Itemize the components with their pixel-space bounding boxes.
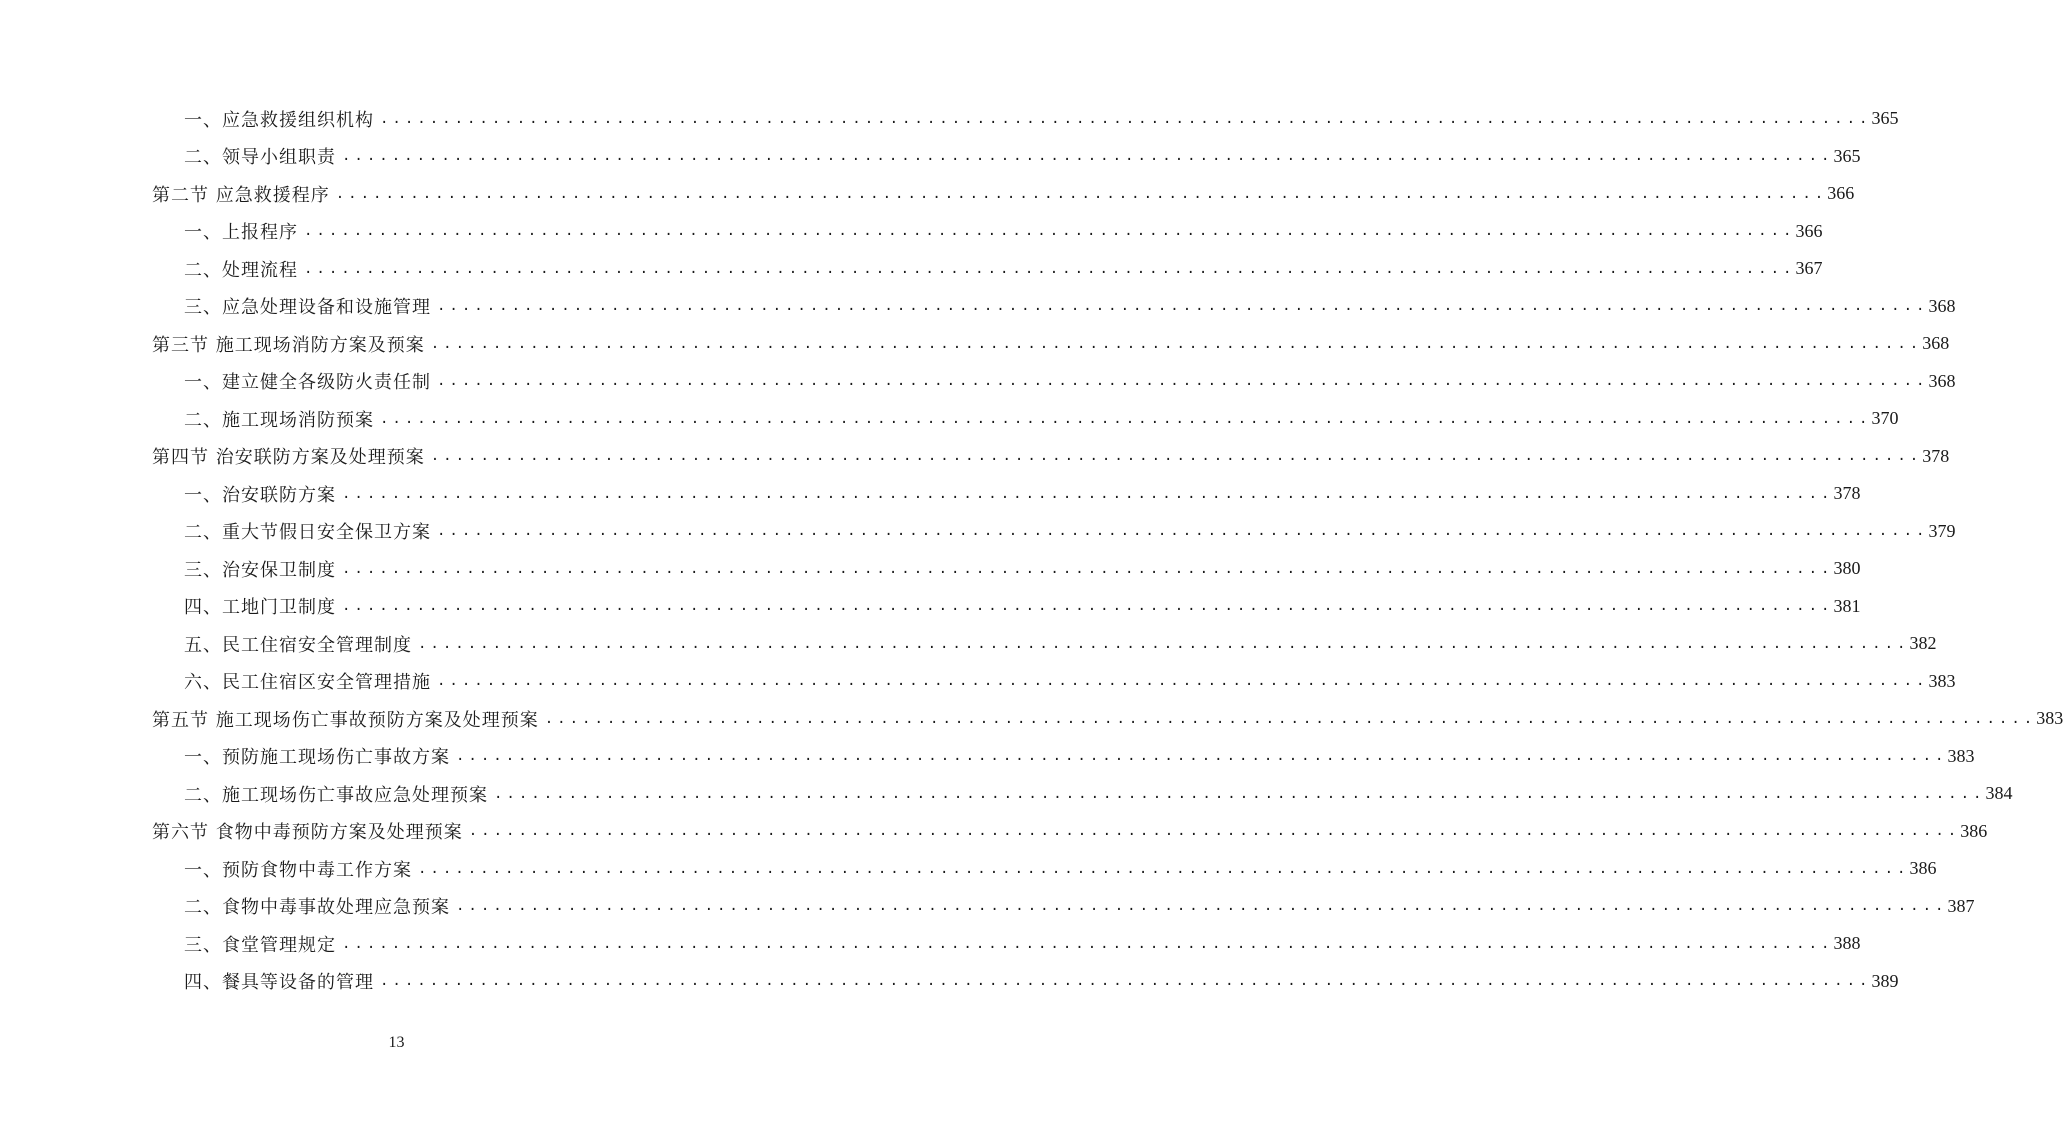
toc-subsection-entry[interactable] (0, 925, 1861, 963)
toc-entry-prefix: 二、 (184, 147, 222, 169)
dot-leader: ........................................................................................................................ (304, 223, 1796, 240)
toc-entry-page: 365 (1833, 145, 1861, 166)
toc-entry-page: 389 (1871, 970, 1899, 991)
toc-entry-prefix: 第二节 (152, 184, 216, 206)
toc-entry-prefix: 一、 (184, 859, 222, 881)
dot-leader: ........................................................................................................................ (468, 823, 1961, 840)
toc-entry-label (184, 406, 376, 432)
toc-entry-prefix: 二、 (184, 522, 222, 544)
dot-leader: ........................................................................................................................ (437, 298, 1929, 315)
toc-entry-label (184, 518, 433, 544)
toc-entry-prefix: 一、 (184, 222, 222, 244)
toc-entry-label (184, 143, 338, 169)
dot-leader: ........................................................................................................................ (342, 148, 1834, 165)
toc-section-entry[interactable] (0, 813, 1988, 851)
toc-entry-title: 预防食物中毒工作方案 (222, 859, 412, 881)
toc-entry-label (184, 556, 338, 582)
dot-leader: ........................................................................................................................ (342, 935, 1834, 952)
toc-entry-prefix: 二、 (184, 259, 222, 281)
toc-entry-page: 367 (1795, 258, 1823, 279)
toc-entry-label (184, 256, 300, 282)
toc-entry-prefix: 三、 (184, 559, 222, 581)
toc-subsection-entry[interactable] (0, 850, 1937, 888)
toc-entry-label (184, 893, 452, 919)
toc-entry-title: 重大节假日安全保卫方案 (222, 522, 431, 544)
toc-entry-label (184, 593, 338, 619)
toc-entry-page: 368 (1922, 333, 1950, 354)
dot-leader: ........................................................................................................................ (430, 448, 1923, 465)
toc-subsection-entry[interactable] (0, 588, 1861, 626)
toc-entry-page: 366 (1827, 183, 1855, 204)
toc-entry-prefix: 第三节 (152, 334, 216, 356)
dot-leader: ........................................................................................................................ (418, 635, 1910, 652)
toc-entry-page: 382 (1909, 633, 1937, 654)
toc-entry-title: 上报程序 (222, 222, 298, 244)
toc-entry-label (184, 668, 433, 694)
dot-leader: ........................................................................................................................ (437, 373, 1929, 390)
toc-entry-title: 施工现场消防预案 (222, 409, 374, 431)
toc-subsection-entry[interactable] (0, 625, 1937, 663)
toc-entry-page: 378 (1922, 445, 1950, 466)
toc-entry-prefix: 第六节 (152, 822, 216, 844)
dot-leader: ........................................................................................................................ (380, 110, 1872, 127)
toc-entry-title: 应急处理设备和设施管理 (222, 297, 431, 319)
toc-entry-title: 建立健全各级防火责任制 (222, 372, 431, 394)
toc-entry-label (152, 818, 465, 844)
toc-entry-prefix: 四、 (184, 597, 222, 619)
toc-subsection-entry[interactable] (0, 663, 1956, 701)
toc-entry-prefix: 四、 (184, 972, 222, 994)
toc-entry-title: 工地门卫制度 (222, 597, 336, 619)
dot-leader: ........................................................................................................................ (544, 710, 2037, 727)
toc-entry-label (184, 481, 338, 507)
toc-subsection-entry[interactable] (0, 138, 1861, 176)
toc-entry-page: 378 (1833, 483, 1861, 504)
toc-entry-label (152, 181, 332, 207)
toc-section-entry[interactable] (0, 175, 1855, 213)
toc-entry-prefix: 三、 (184, 297, 222, 319)
toc-entry-title: 食物中毒预防方案及处理预案 (215, 822, 463, 844)
toc-entry-title: 预防施工现场伤亡事故方案 (222, 747, 450, 769)
toc-entry-title: 民工住宿区安全管理措施 (222, 672, 431, 694)
toc-entry-page: 365 (1871, 108, 1899, 129)
toc-entry-label (184, 218, 300, 244)
toc-entry-title: 领导小组职责 (222, 147, 336, 169)
toc-entry-page: 384 (1985, 783, 2013, 804)
toc-entry-title: 施工现场消防方案及预案 (215, 334, 425, 356)
dot-leader: ........................................................................................................................ (380, 973, 1872, 990)
toc-entry-page: 383 (1947, 745, 1975, 766)
table-of-contents (0, 100, 2063, 1000)
toc-subsection-entry[interactable] (0, 888, 1975, 926)
toc-entry-page: 383 (1928, 670, 1956, 691)
toc-entry-prefix: 六、 (184, 672, 222, 694)
toc-entry-prefix: 二、 (184, 409, 222, 431)
dot-leader: ........................................................................................................................ (430, 335, 1923, 352)
toc-entry-title: 处理流程 (222, 259, 298, 281)
dot-leader: ........................................................................................................................ (494, 785, 1986, 802)
toc-entry-title: 民工住宿安全管理制度 (222, 634, 412, 656)
toc-entry-prefix: 一、 (184, 747, 222, 769)
toc-section-entry[interactable] (0, 700, 2063, 738)
dot-leader: ........................................................................................................................ (342, 598, 1834, 615)
toc-subsection-entry[interactable] (0, 100, 1899, 138)
toc-subsection-entry[interactable] (0, 400, 1899, 438)
toc-entry-title: 应急救援组织机构 (222, 109, 374, 131)
toc-entry-prefix: 二、 (184, 784, 222, 806)
dot-leader: ........................................................................................................................ (437, 673, 1929, 690)
toc-subsection-entry[interactable] (0, 288, 1956, 326)
dot-leader: ........................................................................................................................ (342, 485, 1834, 502)
dot-leader: ........................................................................................................................ (437, 523, 1929, 540)
page-number: 13 (388, 1034, 405, 1051)
toc-entry-page: 379 (1928, 520, 1956, 541)
toc-entry-label (184, 106, 376, 132)
toc-entry-page: 383 (2036, 708, 2063, 729)
toc-entry-prefix: 二、 (184, 897, 222, 919)
toc-entry-page: 370 (1871, 408, 1899, 429)
toc-entry-page: 380 (1833, 558, 1861, 579)
toc-entry-label (184, 368, 433, 394)
toc-entry-prefix: 五、 (184, 634, 222, 656)
toc-entry-prefix: 一、 (184, 109, 222, 131)
toc-entry-label (184, 856, 414, 882)
toc-entry-page: 386 (1909, 858, 1937, 879)
toc-subsection-entry[interactable] (0, 475, 1861, 513)
toc-entry-page: 387 (1947, 895, 1975, 916)
toc-subsection-entry[interactable] (0, 963, 1899, 1001)
toc-section-entry[interactable] (0, 325, 1950, 363)
toc-entry-label (184, 293, 433, 319)
toc-entry-label (152, 443, 427, 469)
dot-leader: ........................................................................................................................ (304, 260, 1796, 277)
toc-entry-page: 366 (1795, 220, 1823, 241)
toc-entry-page: 388 (1833, 933, 1861, 954)
toc-entry-title: 治安保卫制度 (222, 559, 336, 581)
toc-entry-label (184, 931, 338, 957)
toc-entry-prefix: 一、 (184, 484, 222, 506)
toc-entry-prefix: 第四节 (152, 447, 216, 469)
dot-leader: ........................................................................................................................ (456, 898, 1948, 915)
toc-subsection-entry[interactable] (0, 363, 1956, 401)
toc-entry-title: 食物中毒事故处理应急预案 (222, 897, 450, 919)
toc-subsection-entry[interactable] (0, 513, 1956, 551)
toc-entry-label (152, 706, 541, 732)
toc-subsection-entry[interactable] (0, 250, 1823, 288)
toc-section-entry[interactable] (0, 438, 1950, 476)
toc-entry-label (184, 968, 376, 994)
toc-entry-title: 应急救援程序 (215, 184, 330, 206)
toc-entry-prefix: 三、 (184, 934, 222, 956)
toc-entry-title: 食堂管理规定 (222, 934, 336, 956)
toc-entry-title: 施工现场伤亡事故应急处理预案 (222, 784, 488, 806)
toc-entry-label (184, 781, 490, 807)
toc-entry-title: 餐具等设备的管理 (222, 972, 374, 994)
toc-entry-label (184, 743, 452, 769)
toc-subsection-entry[interactable] (0, 213, 1823, 251)
toc-entry-title: 施工现场伤亡事故预防方案及处理预案 (215, 709, 539, 731)
toc-entry-page: 381 (1833, 595, 1861, 616)
toc-subsection-entry[interactable] (0, 738, 1975, 776)
toc-entry-page: 386 (1960, 820, 1988, 841)
toc-entry-title: 治安联防方案 (222, 484, 336, 506)
toc-entry-page: 368 (1928, 295, 1956, 316)
toc-subsection-entry[interactable] (0, 550, 1861, 588)
dot-leader: ........................................................................................................................ (380, 410, 1872, 427)
toc-entry-page: 368 (1928, 370, 1956, 391)
toc-entry-label (184, 631, 414, 657)
toc-subsection-entry[interactable] (0, 775, 2013, 813)
toc-entry-label (152, 331, 427, 357)
toc-entry-prefix: 一、 (184, 372, 222, 394)
toc-entry-prefix: 第五节 (152, 709, 216, 731)
toc-entry-title: 治安联防方案及处理预案 (215, 447, 425, 469)
dot-leader: ........................................................................................................................ (418, 860, 1910, 877)
dot-leader: ........................................................................................................................ (456, 748, 1948, 765)
dot-leader: ........................................................................................................................ (342, 560, 1834, 577)
dot-leader: ........................................................................................................................ (335, 185, 1828, 202)
